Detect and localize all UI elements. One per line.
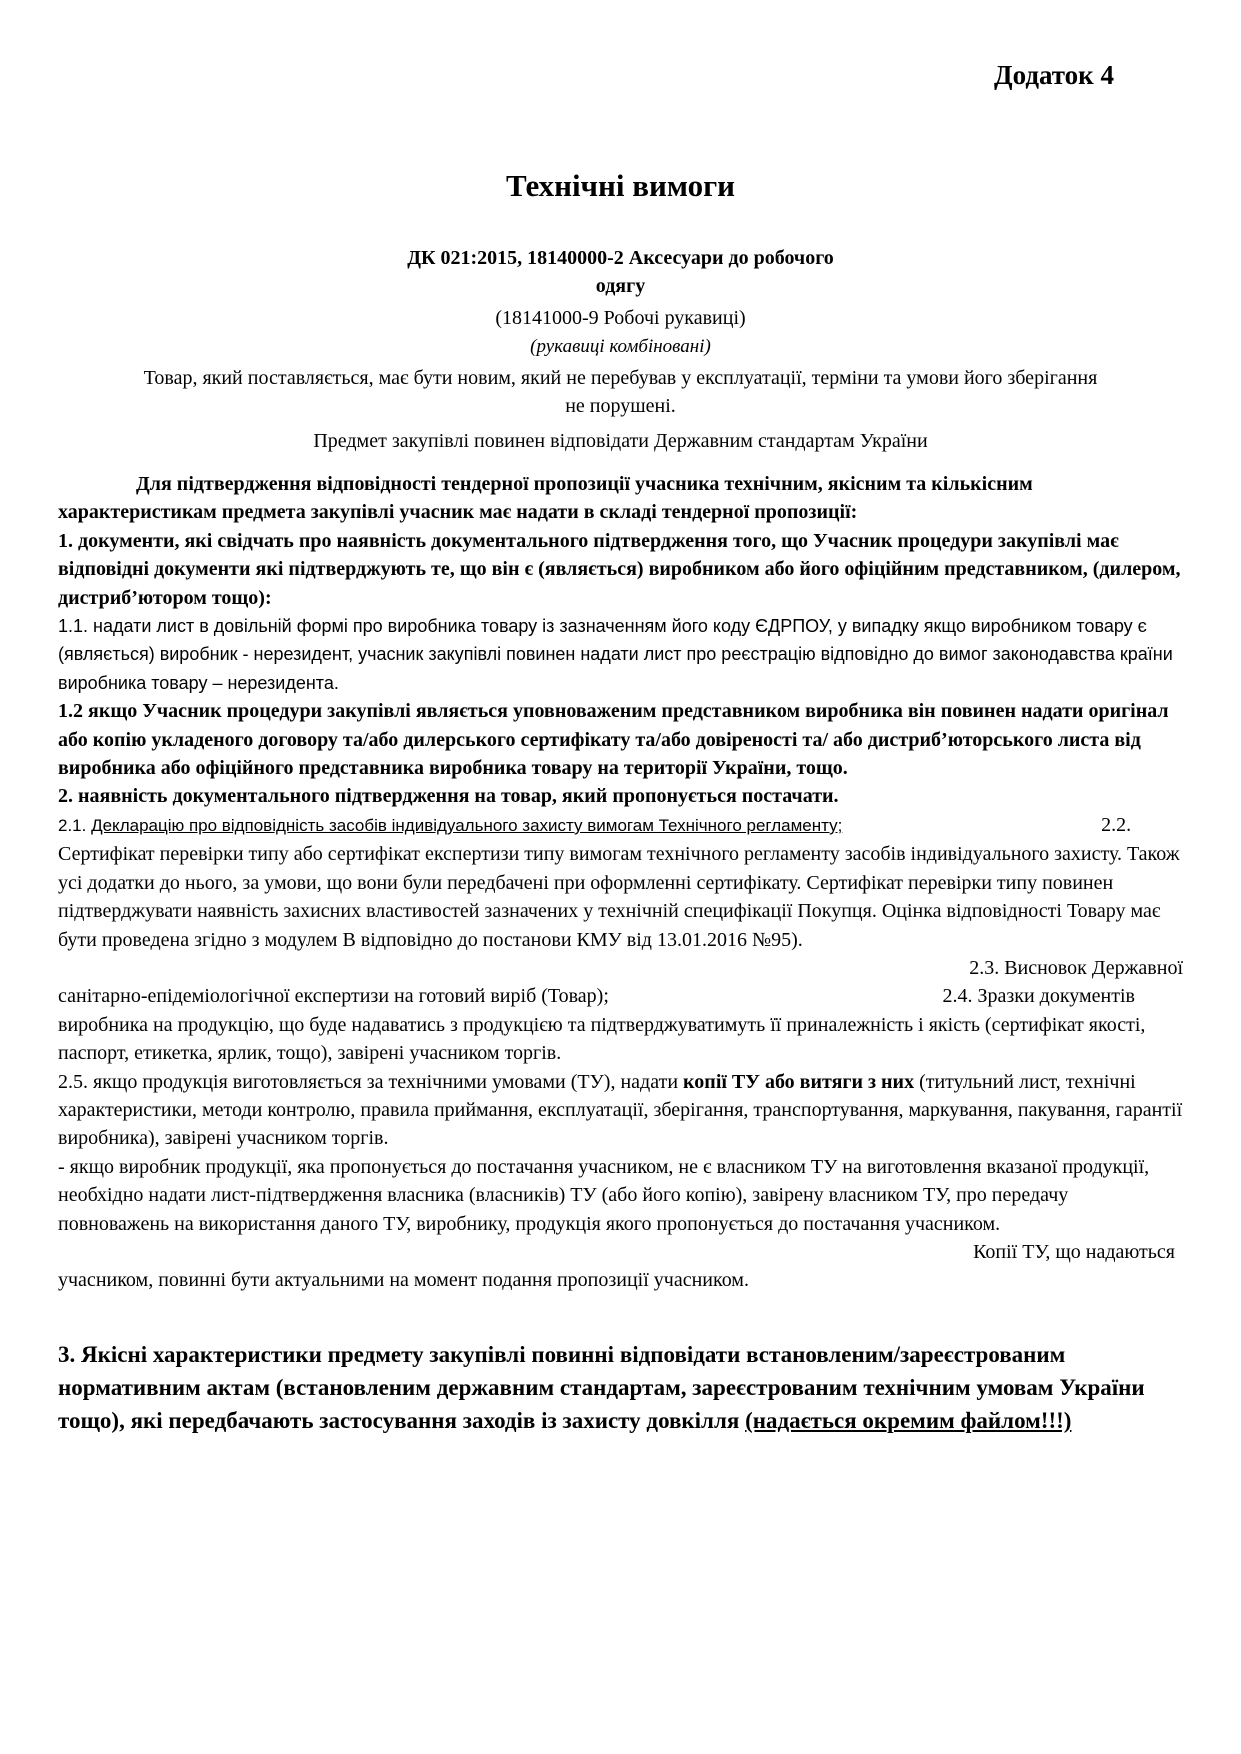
dk-code [58,244,1183,300]
requirement-1-1: 1.1. надати лист в довільній формі про виробника товару із зазначенням його коду ЄДРПОУ, у випадку якщо виробником товару є (являється) виробник - нерезидент, учасник закупівлі повинен надати лист про реєстрацію відповідно до вимог законодавства країни виробника товару – нерезидента. [58,616,1173,693]
requirement-2-6-tail: учасником, повинні бути актуальними на момент подання пропозиції учасником. [58,1269,749,1292]
intro-line2: не порушені. [565,395,676,417]
requirement-2-6-right: Копії ТУ, що надаються [973,1240,1175,1263]
requirement-3-underlined: (надається окремим файлом!!!) [745,1408,1072,1433]
requirement-2-5-post: (титульний лист, технічні характеристики, методи контролю, правила приймання, експлуатації, зберігання, транспортування, маркування, пакування, гарантії виробника), завірені учасником торгів. [58,1070,1183,1150]
requirement-1: 1. документи, які свідчать про наявність документального підтвердження того, що Учасник процедури закупівлі має відповідні документи які підтверджують те, що він є (являється) виробником або його офіційним представником, (дилером, дистриб’ютором тощо): [58,529,1181,609]
dk-code-line1: ДК 021:2015, 18140000-2 Аксесуари до робочого [407,247,834,269]
cpv-code: (18141000-9 Робочі рукавиці) [495,307,746,329]
intro-paragraph [58,364,1183,420]
requirement-2-2: Сертифікат перевірки типу або сертифікат експертизи типу вимогам технічного регламенту засобів індивідуального захисту. Також усі додатки до нього, за умови, що вони були передбачені при оформленні сертифікату. Сертифікат перевірки типу повинен підтверджувати наявність захисних властивостей зазначених у технічній специфікації Покупця. Оцінка відповідності Товару має бути проведена згідно з модулем В відповідно до постанови КМУ від 13.01.2016 №95). [58,843,1180,951]
requirements-lead: Для підтвердження відповідності тендерної пропозиції учасника технічним, якісним та кількісним характеристикам предмета закупівлі учасник має надати в складі тендерної пропозиції: [58,473,1033,524]
requirement-2-5-pre: 2.5. якщо продукція виготовляється за технічними умовами (ТУ), надати [58,1070,679,1093]
requirement-2-3-number: 2.3. Висновок Державної [969,956,1183,979]
standard-statement: Предмет закупівлі повинен відповідати Державним стандартам України [313,430,928,452]
requirement-2-1-number: 2.1. [58,815,87,835]
requirement-2-6-row [58,1153,1183,1263]
requirement-2-3: санітарно-епідеміологічної експертизи на готовий виріб (Товар); [58,985,609,1008]
requirement-2-4: виробника на продукцію, що буде надаватись з продукцією та підтверджуватимуть її приналежність і якість (сертифікат якості, паспорт, етикетка, ярлик, тощо), завірені учасником торгів. [58,1013,1146,1065]
requirement-2-1-text: Декларацію про відповідність засобів індивідуального захисту вимогам Технічного регламенту; [91,815,843,835]
requirement-2-4-number: 2.4. Зразки документів [942,985,1135,1008]
intro-line1: Товар, який поставляється, має бути новим, який не перебував у експлуатації, терміни та умови його зберігання [143,367,1098,389]
requirements-block [58,470,1183,1295]
requirement-2-6: - якщо виробник продукції, яка пропонується до постачання учасником, не є власником ТУ на виготовлення вказаної продукції, необхідно надати лист-підтвердження власника (власників) ТУ (або його копію), завірену власником ТУ, про передачу повноважень на використання даного ТУ, виробнику, продукція якого пропонується до постачання учасником. [58,1155,1150,1235]
requirement-2-2-number: 2.2. [1101,813,1132,836]
requirement-2: 2. наявність документального підтвердження на товар, який пропонується постачати. [58,785,839,808]
dk-code-line2: одягу [595,275,646,297]
requirement-2-5-bold: копії ТУ або витяги з них [683,1070,915,1093]
product-kind: (рукавиці комбіновані) [530,336,711,357]
requirement-3 [58,1338,1183,1437]
appendix-label: Додаток 4 [994,60,1114,90]
requirement-1-2: 1.2 якщо Учасник процедури закупівлі являється уповноваженим представником виробника він повинен надати оригінал або копію укладеного договору та/або дилерського сертифікату та/або довіреності та/ або дистриб’юторського листа від виробника або офіційного представника виробника товару на території України, тощо. [58,700,1169,780]
requirement-2-1 [58,811,1183,840]
requirement-3-text: 3. Якісні характеристики предмету закупівлі повинні відповідати встановленим/зареєстрованим нормативним актам (встановленим державним стандартам, зареєстрованим технічним умовам України тощо), які передбачають застосування заходів із захисту довкілля [58,1342,1145,1433]
requirement-2-3-row [58,982,1183,1010]
document-title: Технічні вимоги [505,168,736,203]
requirement-2-5 [58,1068,1183,1153]
